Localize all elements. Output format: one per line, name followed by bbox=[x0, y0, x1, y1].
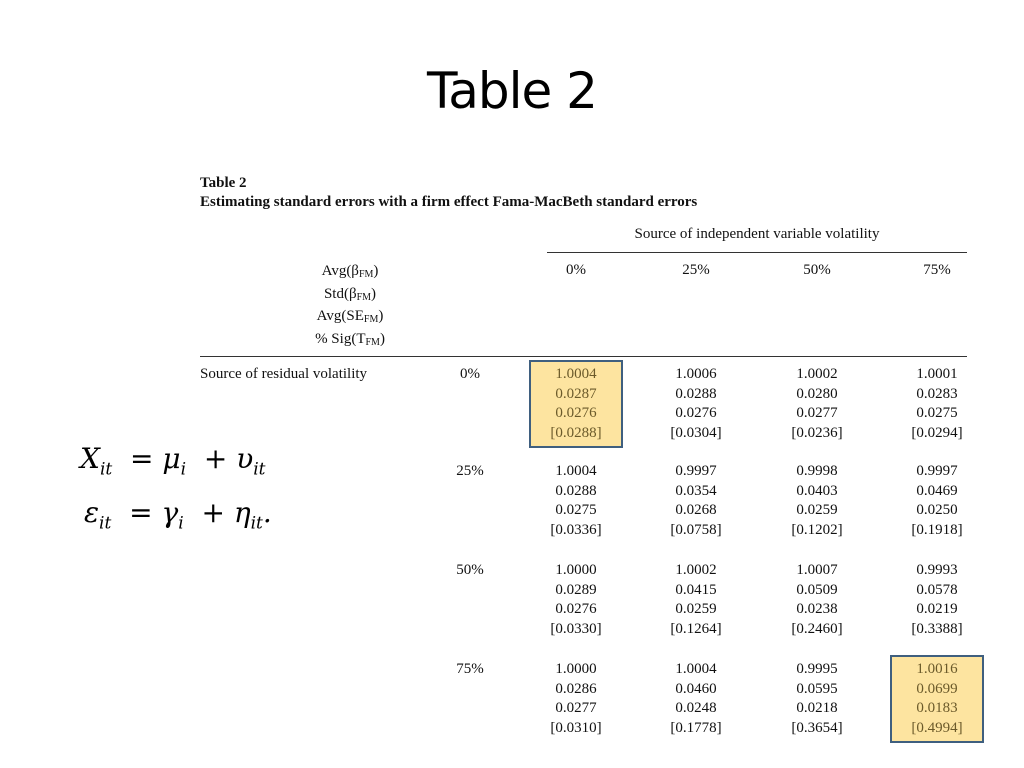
cell-value: 0.0578 bbox=[916, 581, 958, 598]
cell-value: 0.0286 bbox=[555, 680, 597, 697]
cell-value: 0.0277 bbox=[555, 700, 597, 717]
row-label: 0% bbox=[460, 366, 480, 382]
table-caption: Estimating standard errors with a firm effect Fama-MacBeth standard errors bbox=[200, 194, 698, 210]
cell-value: [0.1918] bbox=[911, 521, 963, 538]
cell-value: 0.0238 bbox=[796, 601, 838, 618]
cell-value: 0.0699 bbox=[916, 680, 958, 697]
cell-value: [0.0304] bbox=[670, 424, 722, 441]
cell-value: 0.0275 bbox=[916, 405, 958, 422]
cell-value: [0.0310] bbox=[550, 719, 602, 736]
highlighted-cell bbox=[531, 362, 621, 446]
cell-value: 0.0183 bbox=[916, 700, 958, 717]
cell-value: [0.1778] bbox=[670, 719, 722, 736]
table-cell bbox=[772, 459, 862, 543]
cell-value: 0.0460 bbox=[675, 680, 717, 697]
cell-value: 1.0004 bbox=[555, 366, 597, 382]
column-group-header: Source of independent variable volatility bbox=[634, 226, 880, 242]
highlighted-cell bbox=[892, 657, 982, 741]
row-group-header: Source of residual volatility bbox=[200, 366, 368, 382]
cell-value: 0.0268 bbox=[675, 502, 717, 519]
table-cell bbox=[651, 362, 741, 446]
cell-value: 0.0276 bbox=[675, 405, 717, 422]
cell-value: 0.9995 bbox=[796, 661, 838, 677]
cell-value: 0.0250 bbox=[916, 502, 958, 519]
table-cell bbox=[772, 558, 862, 642]
table-cell bbox=[772, 657, 862, 741]
cell-value: 0.0595 bbox=[796, 680, 838, 697]
legend-pct-sig: % $Sig(T_{FM})$ bbox=[315, 330, 385, 348]
cell-value: [0.1264] bbox=[670, 620, 722, 637]
cell-value: [0.0236] bbox=[791, 424, 843, 441]
cell-value: 0.0248 bbox=[675, 700, 717, 717]
cell-value: 0.0469 bbox=[916, 482, 958, 499]
cell-value: [0.3654] bbox=[791, 719, 843, 736]
table-top-rule bbox=[200, 356, 967, 357]
legend-avg-se: $Avg(SE_{FM})$ bbox=[316, 308, 384, 325]
table-cell bbox=[651, 657, 741, 741]
cell-value: [0.0330] bbox=[550, 620, 602, 637]
table-cell bbox=[772, 362, 862, 446]
cell-value: 1.0004 bbox=[555, 463, 597, 479]
cell-value: 0.0288 bbox=[675, 385, 717, 402]
cell-value: 0.0275 bbox=[555, 502, 597, 519]
legend-std-beta: $Std(\beta_{FM})$ bbox=[323, 285, 377, 303]
column-header: 25% bbox=[682, 262, 710, 278]
table-cell bbox=[531, 558, 621, 642]
header-rule bbox=[547, 252, 967, 253]
cell-value: 0.0403 bbox=[796, 482, 838, 499]
cell-value: 0.0219 bbox=[916, 601, 958, 618]
row-label: 50% bbox=[456, 562, 484, 578]
row-label: 75% bbox=[456, 661, 484, 677]
cell-value: 0.0283 bbox=[916, 385, 958, 402]
cell-value: 1.0001 bbox=[916, 366, 958, 382]
cell-value: 1.0002 bbox=[675, 562, 717, 578]
cell-value: 0.0415 bbox=[675, 581, 717, 598]
cell-value: 0.9997 bbox=[916, 463, 958, 479]
cell-value: 1.0007 bbox=[796, 562, 838, 578]
table-cell bbox=[651, 459, 741, 543]
cell-value: 1.0000 bbox=[555, 661, 597, 677]
cell-value: 0.0218 bbox=[796, 700, 838, 717]
column-header: 75% bbox=[923, 262, 951, 278]
cell-value: 1.0000 bbox=[555, 562, 597, 578]
cell-value: [0.0288] bbox=[550, 424, 602, 441]
cell-value: [0.4994] bbox=[911, 719, 963, 736]
cell-value: 0.0276 bbox=[555, 405, 597, 422]
cell-value: 0.0276 bbox=[555, 601, 597, 618]
cell-value: 0.9997 bbox=[675, 463, 717, 479]
cell-value: [0.0294] bbox=[911, 424, 963, 441]
cell-value: 0.0288 bbox=[555, 482, 597, 499]
stat-legend bbox=[270, 262, 430, 352]
table-cell bbox=[531, 459, 621, 543]
slide-title: Table 2 bbox=[426, 62, 597, 120]
equation-x: $X_{it} = \mu_i + \upsilon_{it}$ bbox=[80, 442, 266, 480]
column-header: 50% bbox=[803, 262, 831, 278]
table-cell bbox=[892, 459, 982, 543]
table-cell bbox=[892, 558, 982, 642]
legend-avg-beta: $Avg(\beta_{FM})$ bbox=[321, 263, 379, 280]
equation-epsilon: $\varepsilon_{it} = \gamma_i + \eta_{it}$. bbox=[84, 496, 272, 534]
cell-value: 0.0280 bbox=[796, 385, 838, 402]
cell-value: [0.1202] bbox=[791, 521, 843, 538]
cell-value: [0.0336] bbox=[550, 521, 602, 538]
cell-value: 0.9998 bbox=[796, 463, 838, 479]
table-cell bbox=[651, 558, 741, 642]
cell-value: 0.9993 bbox=[916, 562, 958, 578]
table-cell bbox=[892, 362, 982, 446]
table-label: Table 2 bbox=[200, 175, 247, 191]
cell-value: 1.0002 bbox=[796, 366, 838, 382]
cell-value: 1.0004 bbox=[675, 661, 717, 677]
column-header: 0% bbox=[566, 262, 586, 278]
table-cell bbox=[531, 657, 621, 741]
cell-value: 0.0287 bbox=[555, 385, 597, 402]
cell-value: [0.2460] bbox=[791, 620, 843, 637]
cell-value: [0.3388] bbox=[911, 620, 963, 637]
cell-value: 1.0006 bbox=[675, 366, 717, 382]
cell-value: 0.0354 bbox=[675, 482, 717, 499]
cell-value: 0.0289 bbox=[555, 581, 597, 598]
row-label: 25% bbox=[456, 463, 484, 479]
cell-value: 0.0509 bbox=[796, 581, 838, 598]
cell-value: 0.0277 bbox=[796, 405, 838, 422]
cell-value: 1.0016 bbox=[916, 661, 958, 677]
cell-value: 0.0259 bbox=[796, 502, 838, 519]
cell-value: [0.0758] bbox=[670, 521, 722, 538]
cell-value: 0.0259 bbox=[675, 601, 717, 618]
